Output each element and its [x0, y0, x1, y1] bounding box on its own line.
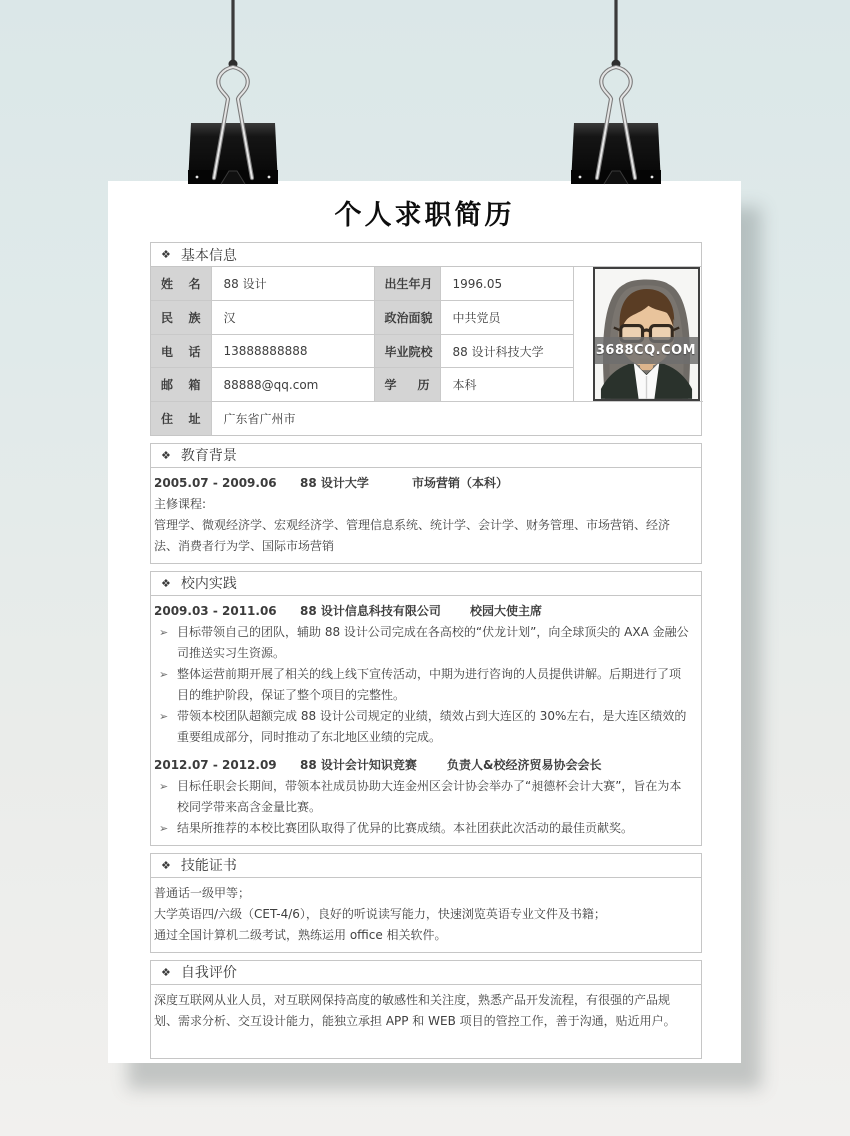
field-label-political: 政治面貌	[374, 301, 440, 335]
practice-entry-2	[154, 755, 691, 839]
practice-role: 校园大使主席	[470, 603, 543, 618]
section-basic-info	[150, 242, 702, 436]
page-title: 个人求职简历	[334, 200, 515, 231]
binder-clip-icon	[566, 0, 666, 190]
practice-period: 2012.07 - 2012.09	[154, 757, 277, 772]
practice-period: 2009.03 - 2011.06	[154, 603, 277, 618]
section-header-skills	[151, 854, 701, 878]
list-item	[154, 622, 691, 664]
list-item	[154, 776, 691, 818]
binder-clip-left	[183, 0, 283, 190]
field-value-email: 88888@qq.com	[211, 368, 374, 402]
courses-list: 管理学、微观经济学、宏观经济学、管理信息系统、统计学、会计学、财务管理、市场营销、经济法、消费者行为学、国际市场营销	[154, 517, 671, 553]
skill-item: 通过全国计算机二级考试，熟练运用 office 相关软件。	[154, 927, 447, 942]
courses-label: 主修课程:	[154, 496, 207, 511]
section-campus-practice	[150, 571, 702, 846]
binder-clip-right	[566, 0, 666, 190]
practice-org: 88 设计信息科技有限公司	[300, 603, 441, 618]
arrow-bullet-icon: ➢	[159, 821, 169, 835]
section-marker-icon: ❖	[161, 576, 171, 590]
field-label-email: 邮箱	[151, 368, 211, 402]
section-education	[150, 443, 702, 564]
avatar-illustration	[595, 269, 698, 399]
section-header-education	[151, 444, 701, 468]
field-value-address: 广东省广州市	[211, 402, 703, 435]
field-value-birth: 1996.05	[440, 267, 573, 301]
practice-org: 88 设计会计知识竞赛	[300, 757, 417, 772]
resume-paper	[108, 181, 741, 1063]
field-label-phone: 电话	[151, 334, 211, 368]
table-row	[151, 402, 703, 435]
bullet-text: 带领本校团队超额完成 88 设计公司规定的业绩，绩效占到大连区的 30%左右，是大连区绩效的重要组成部分，同时推动了东北地区业绩的完成。	[177, 708, 687, 744]
field-value-ethnicity: 汉	[211, 301, 374, 335]
field-label-name: 姓名	[151, 267, 211, 301]
hanging-string	[231, 0, 234, 64]
section-marker-icon: ❖	[161, 965, 171, 979]
section-header-practice	[151, 572, 701, 596]
section-heading-education: 教育背景	[180, 448, 237, 464]
bullet-text: 结果所推荐的本校比赛团队取得了优异的比赛成绩。本社团获此次活动的最佳贡献奖。	[177, 820, 634, 835]
skill-item: 普通话一级甲等；	[154, 885, 251, 900]
education-major: 市场营销（本科）	[412, 475, 509, 490]
section-heading-skills: 技能证书	[180, 858, 237, 874]
basic-info-table	[151, 267, 703, 435]
photo-watermark: 3688CQ.COM	[595, 337, 698, 364]
section-header-evaluation	[151, 961, 701, 985]
section-marker-icon: ❖	[161, 858, 171, 872]
id-photo	[593, 267, 700, 401]
field-value-phone: 13888888888	[211, 334, 374, 368]
arrow-bullet-icon: ➢	[159, 709, 169, 723]
field-label-school: 毕业院校	[374, 334, 440, 368]
field-value-school: 88 设计科技大学	[440, 334, 573, 368]
arrow-bullet-icon: ➢	[159, 625, 169, 639]
practice-entry-header	[154, 601, 691, 622]
section-skills	[150, 853, 702, 953]
practice-role: 负责人&校经济贸易协会会长	[447, 757, 602, 772]
section-self-evaluation	[150, 960, 702, 1059]
section-header-basic	[151, 243, 701, 267]
arrow-bullet-icon: ➢	[159, 667, 169, 681]
list-item	[154, 664, 691, 706]
arrow-bullet-icon: ➢	[159, 779, 169, 793]
practice-bullet-list	[154, 776, 691, 839]
photo-cell	[573, 267, 703, 402]
hanging-string	[614, 0, 617, 64]
section-heading-practice: 校内实践	[180, 576, 237, 592]
binder-clip-icon	[183, 0, 283, 190]
section-heading-basic: 基本信息	[180, 247, 237, 264]
evaluation-text: 深度互联网从业人员，对互联网保持高度的敏感性和关注度，熟悉产品开发流程，有很强的产品规划、需求分析、交互设计能力，能独立承担 APP 和 WEB 项目的管控工作，善于沟通，贴近用户。	[154, 992, 676, 1028]
skill-item: 大学英语四/六级（CET-4/6），良好的听说读写能力，快速浏览英语专业文件及书籍；	[154, 906, 606, 921]
education-period: 2005.07 - 2009.06	[154, 475, 277, 490]
practice-entry-header	[154, 755, 691, 776]
bullet-text: 目标任职会长期间，带领本社成员协助大连金州区会计协会举办了“昶德杯会计大赛”，旨在为本校同学带来高含金量比赛。	[177, 778, 682, 814]
field-label-degree: 学历	[374, 368, 440, 402]
field-label-address: 住址	[151, 402, 211, 435]
table-row	[151, 267, 703, 301]
education-entry-header	[154, 473, 691, 494]
list-item	[154, 818, 691, 839]
field-label-ethnicity: 民族	[151, 301, 211, 335]
bullet-text: 目标带领自己的团队，辅助 88 设计公司完成在各高校的“伏龙计划”，向全球顶尖的 AXA 金融公司推送实习生资源。	[177, 624, 689, 660]
field-value-political: 中共党员	[440, 301, 573, 335]
practice-entry-1	[154, 601, 691, 748]
section-marker-icon: ❖	[161, 448, 171, 462]
section-heading-evaluation: 自我评价	[180, 965, 237, 981]
list-item	[154, 706, 691, 748]
field-value-degree: 本科	[440, 368, 573, 402]
field-value-name: 88 设计	[211, 267, 374, 301]
practice-bullet-list	[154, 622, 691, 748]
section-marker-icon: ❖	[161, 248, 171, 261]
bullet-text: 整体运营前期开展了相关的线上线下宣传活动，中期为进行咨询的人员提供讲解。后期进行了项目的维护阶段，保证了整个项目的完整性。	[177, 666, 682, 702]
education-school: 88 设计大学	[300, 475, 369, 490]
field-label-birth: 出生年月	[374, 267, 440, 301]
